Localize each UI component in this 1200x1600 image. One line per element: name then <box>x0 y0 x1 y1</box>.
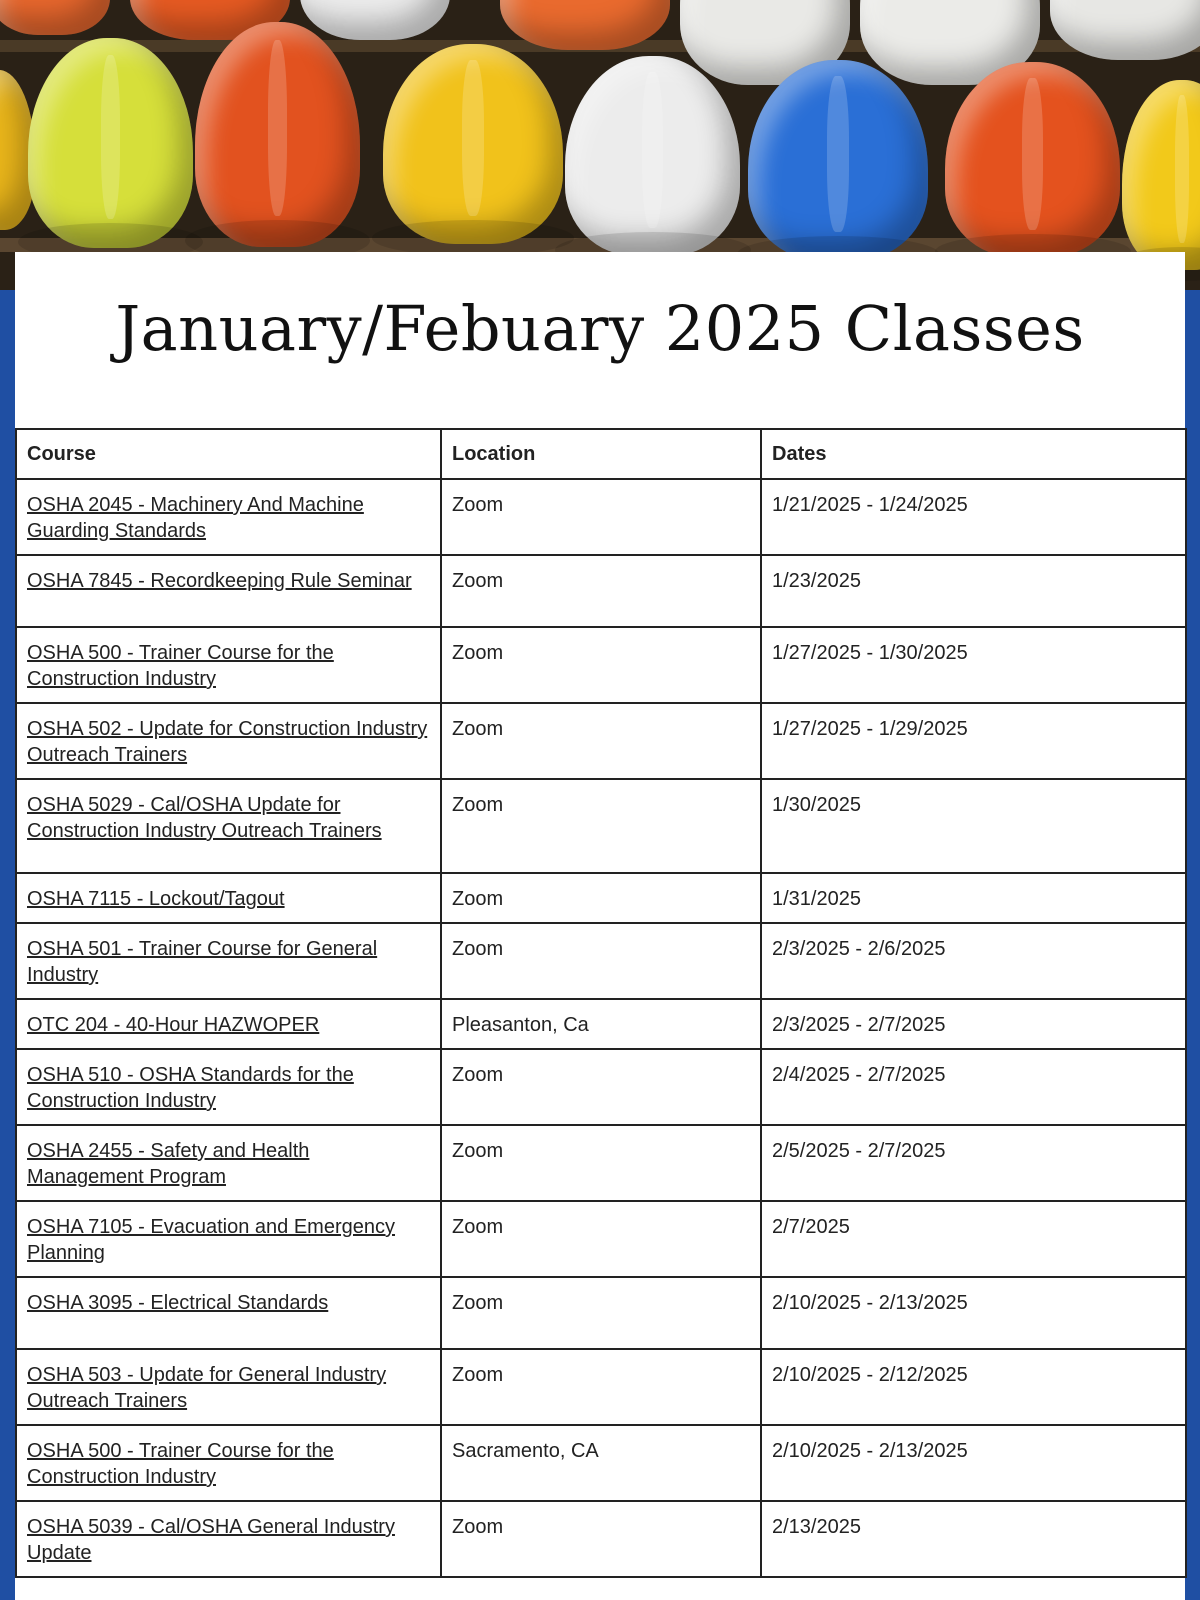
course-cell <box>16 479 441 555</box>
course-cell <box>16 1049 441 1125</box>
course-cell <box>16 555 441 627</box>
course-link[interactable]: OSHA 2045 - Machinery And Machine Guarding Standards <box>27 494 364 542</box>
location-cell: Zoom <box>441 627 761 703</box>
classes-table <box>15 428 1187 1578</box>
dates-cell: 1/27/2025 - 1/30/2025 <box>761 627 1186 703</box>
location-cell: Zoom <box>441 779 761 873</box>
table-row <box>16 873 1186 923</box>
column-header-location: Location <box>441 429 761 479</box>
location-cell: Pleasanton, Ca <box>441 999 761 1049</box>
hard-hat-image <box>28 38 193 248</box>
location-cell: Zoom <box>441 873 761 923</box>
table-row <box>16 779 1186 873</box>
dates-cell: 1/21/2025 - 1/24/2025 <box>761 479 1186 555</box>
dates-cell: 2/10/2025 - 2/13/2025 <box>761 1425 1186 1501</box>
page-title: January/Febuary 2025 Classes <box>115 292 1085 365</box>
table-row <box>16 555 1186 627</box>
course-cell <box>16 1425 441 1501</box>
column-header-course: Course <box>16 429 441 479</box>
dates-cell: 2/10/2025 - 2/13/2025 <box>761 1277 1186 1349</box>
dates-cell: 1/27/2025 - 1/29/2025 <box>761 703 1186 779</box>
location-cell: Sacramento, CA <box>441 1425 761 1501</box>
course-link[interactable]: OSHA 7845 - Recordkeeping Rule Seminar <box>27 570 412 592</box>
dates-cell: 2/3/2025 - 2/7/2025 <box>761 999 1186 1049</box>
location-cell: Zoom <box>441 1201 761 1277</box>
course-link[interactable]: OSHA 5029 - Cal/OSHA Update for Construction Industry Outreach Trainers <box>27 794 382 842</box>
location-cell: Zoom <box>441 479 761 555</box>
course-cell <box>16 627 441 703</box>
column-header-dates: Dates <box>761 429 1186 479</box>
dates-cell: 2/5/2025 - 2/7/2025 <box>761 1125 1186 1201</box>
table-row <box>16 1277 1186 1349</box>
location-cell: Zoom <box>441 1349 761 1425</box>
hard-hat-image <box>195 22 360 247</box>
course-link[interactable]: OSHA 510 - OSHA Standards for the Construction Industry <box>27 1064 354 1112</box>
table-row <box>16 479 1186 555</box>
location-cell: Zoom <box>441 1049 761 1125</box>
location-cell: Zoom <box>441 923 761 999</box>
location-cell: Zoom <box>441 1501 761 1577</box>
course-cell <box>16 873 441 923</box>
course-link[interactable]: OSHA 7115 - Lockout/Tagout <box>27 888 285 910</box>
location-cell: Zoom <box>441 1277 761 1349</box>
dates-cell: 2/7/2025 <box>761 1201 1186 1277</box>
dates-cell: 2/4/2025 - 2/7/2025 <box>761 1049 1186 1125</box>
course-cell <box>16 703 441 779</box>
table-row <box>16 1049 1186 1125</box>
table-row <box>16 999 1186 1049</box>
table-row <box>16 1501 1186 1577</box>
course-link[interactable]: OSHA 2455 - Safety and Health Management Program <box>27 1140 310 1188</box>
hero-banner-hard-hats <box>0 0 1200 290</box>
course-cell <box>16 779 441 873</box>
table-row <box>16 1425 1186 1501</box>
table-row <box>16 1349 1186 1425</box>
hard-hat-image <box>300 0 450 40</box>
hard-hat-image <box>748 60 928 260</box>
table-row <box>16 703 1186 779</box>
course-link[interactable]: OSHA 5039 - Cal/OSHA General Industry Update <box>27 1516 395 1564</box>
table-row <box>16 1125 1186 1201</box>
hard-hat-image <box>1122 80 1200 270</box>
course-link[interactable]: OTC 204 - 40-Hour HAZWOPER <box>27 1014 320 1036</box>
hard-hat-image <box>383 44 563 244</box>
location-cell: Zoom <box>441 703 761 779</box>
course-link[interactable]: OSHA 3095 - Electrical Standards <box>27 1292 329 1314</box>
course-cell <box>16 1277 441 1349</box>
hard-hat-image <box>565 56 740 256</box>
hard-hat-image <box>945 62 1120 257</box>
classes-card <box>15 252 1185 1600</box>
table-header-row <box>16 429 1186 479</box>
dates-cell: 1/31/2025 <box>761 873 1186 923</box>
course-cell <box>16 1201 441 1277</box>
location-cell: Zoom <box>441 1125 761 1201</box>
hard-hat-image <box>0 0 110 35</box>
course-link[interactable]: OSHA 502 - Update for Construction Industry Outreach Trainers <box>27 718 428 766</box>
table-row <box>16 923 1186 999</box>
location-cell: Zoom <box>441 555 761 627</box>
dates-cell: 2/10/2025 - 2/12/2025 <box>761 1349 1186 1425</box>
table-row <box>16 627 1186 703</box>
dates-cell: 2/13/2025 <box>761 1501 1186 1577</box>
course-cell <box>16 1125 441 1201</box>
course-link[interactable]: OSHA 501 - Trainer Course for General Industry <box>27 938 378 986</box>
course-cell <box>16 999 441 1049</box>
course-link[interactable]: OSHA 503 - Update for General Industry Outreach Trainers <box>27 1364 387 1412</box>
course-cell <box>16 1501 441 1577</box>
course-cell <box>16 923 441 999</box>
course-link[interactable]: OSHA 500 - Trainer Course for the Construction Industry <box>27 642 334 690</box>
table-row <box>16 1201 1186 1277</box>
dates-cell: 1/30/2025 <box>761 779 1186 873</box>
dates-cell: 1/23/2025 <box>761 555 1186 627</box>
course-link[interactable]: OSHA 500 - Trainer Course for the Construction Industry <box>27 1440 334 1488</box>
dates-cell: 2/3/2025 - 2/6/2025 <box>761 923 1186 999</box>
course-link[interactable]: OSHA 7105 - Evacuation and Emergency Planning <box>27 1216 395 1264</box>
course-cell <box>16 1349 441 1425</box>
